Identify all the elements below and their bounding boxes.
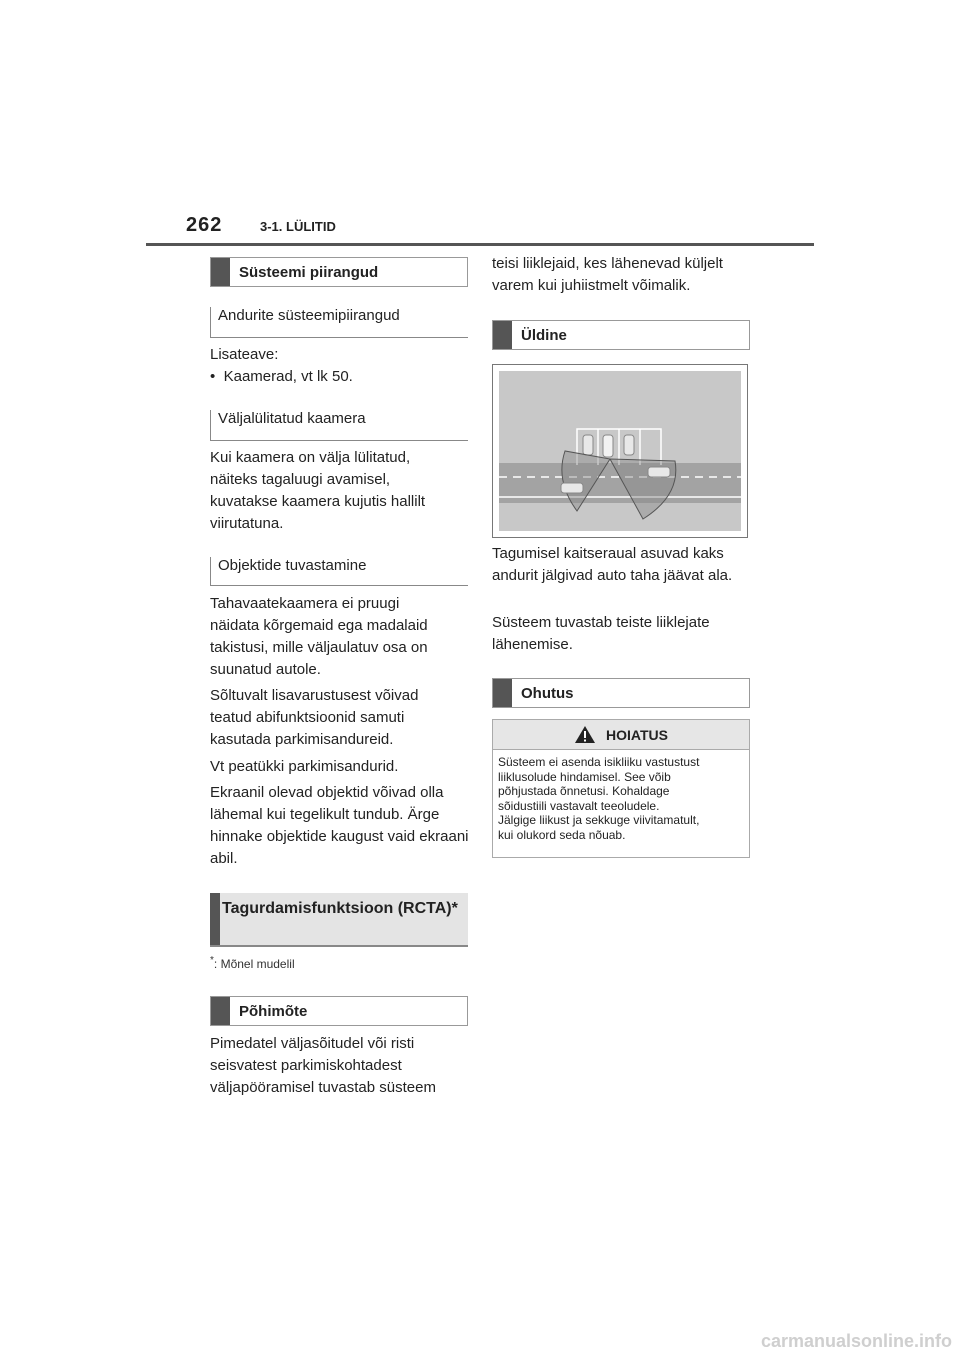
camera-off-paragraph: Kui kaamera on välja lülitatud, näiteks tagaluugi avamisel, kuvatakse kaamera kujutis hallilt viirutatuna. — [210, 449, 426, 532]
object-detection-paragraph-4: Ekraanil olevad objektid võivad olla lähemal kui tegelikult tundub. Ärge hinnake objektide kaugust vaid ekraani abil. — [210, 784, 469, 867]
general-paragraph-1: Tagumisel kaitseraual asuvad kaks andurit jälgivad auto taha jäävat ala. — [492, 545, 733, 584]
heading-bar — [493, 321, 512, 349]
general-paragraph-2: Süsteem tuvastab teiste liiklejate lähenemise. — [492, 614, 710, 653]
figure-background — [499, 371, 741, 531]
warning-title: HOIATUS — [606, 726, 668, 743]
rcta-diagram — [493, 365, 747, 537]
object-detection-paragraph-2: Sõltuvalt lisavarustusest võivad teatud abifunktsioonid samuti kasutada parkimisandureid. — [210, 687, 419, 748]
more-info-item: • Kaamerad, vt lk 50. — [210, 368, 353, 385]
rcta-illustration — [492, 364, 748, 538]
header-divider — [146, 243, 814, 246]
heading-bar — [211, 997, 230, 1025]
approaching-car-left — [561, 483, 583, 493]
object-detection-paragraph-3: Vt peatükki parkimisandurid. — [210, 758, 399, 775]
continued-paragraph: teisi liiklejaid, kes lähenevad küljelt varem kui juhiistmelt võimalik. — [492, 255, 723, 294]
warning-text: Süsteem ei asenda isikliiku vastustust liiklusolude hindamisel. See võib põhjustada õnnetusi. Kohaldage sõidustiili vastavalt teeoludele. Jälgige liikust ja sekkuge viivitamatult, kui olukord seda nõuab. — [498, 755, 700, 842]
sensor-limits-subheading: Andurite süsteemipiirangud — [210, 307, 468, 338]
rcta-heading: Tagurdamisfunktsioon (RCTA)* — [210, 893, 468, 947]
camera-off-subheading: Väljalülitatud kaamera — [210, 410, 468, 441]
heading-bar — [210, 893, 220, 945]
footnote-mark: * — [210, 955, 214, 966]
heading-bar — [493, 679, 512, 707]
heading-bar — [211, 258, 230, 286]
warning-box — [492, 719, 750, 858]
safety-heading: Ohutus — [492, 678, 750, 708]
own-car — [603, 435, 613, 457]
principle-heading: Põhimõte — [210, 996, 468, 1026]
page-number: 262 — [186, 214, 223, 236]
general-heading: Üldine — [492, 320, 750, 350]
object-detection-subheading: Objektide tuvastamine — [210, 557, 468, 586]
bullet: • — [210, 368, 224, 385]
object-detection-paragraph-1: Tahavaatekaamera ei pruugi näidata kõrgemaid ega madalaid takistusi, mille väljaulatuv osa on suunatud autole. — [210, 595, 428, 678]
approaching-car-right — [648, 467, 670, 477]
warning-header — [493, 720, 749, 750]
system-limits-heading: Süsteemi piirangud — [210, 257, 468, 287]
warning-triangle-icon — [574, 725, 596, 744]
parked-car — [624, 435, 634, 455]
parked-car — [583, 435, 593, 455]
section-title: 3-1. LÜLITID — [260, 219, 336, 234]
footnote: *: Mõnel mudelil — [210, 955, 295, 971]
principle-paragraph: Pimedatel väljasõitudel või risti seisvatest parkimiskohtadest väljapööramisel tuvastab süsteem — [210, 1035, 436, 1096]
more-info-label: Lisateave: — [210, 346, 279, 363]
watermark: carmanualsonline.info — [760, 1331, 952, 1351]
